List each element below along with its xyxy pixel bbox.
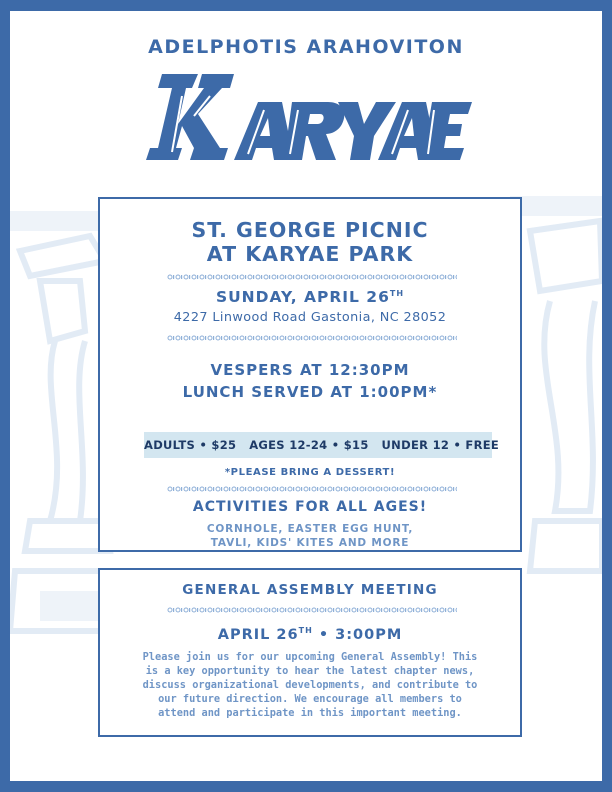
lunch-time: LUNCH SERVED AT 1:00PM* [182, 383, 438, 401]
description-line: Please join us for our upcoming General Assembly! This [142, 651, 478, 663]
dessert-note: *PLEASE BRING A DESSERT! [224, 467, 396, 478]
picnic-info-box [98, 197, 522, 552]
ornament-divider [167, 335, 457, 341]
description-line: discuss organizational developments, and contribute to [142, 679, 478, 691]
description-line: our future direction. We encourage all members to [158, 693, 462, 705]
description-line: attend and participate in this important meeting. [158, 707, 462, 719]
picnic-address: 4227 Linwood Road Gastonia, NC 28052 [173, 310, 447, 325]
vespers-time: VESPERS AT 12:30PM [210, 361, 410, 379]
activities-line2: TAVLI, KIDS' KITES AND MORE [210, 537, 410, 549]
organization-name: ADELPHOTIS ARAHOVITON [148, 36, 464, 58]
ornament-divider [167, 486, 457, 492]
picnic-title-line1: ST. GEORGE PICNIC [191, 218, 429, 242]
picnic-title-line2: AT KARYAE PARK [206, 242, 414, 266]
activities-heading: ACTIVITIES FOR ALL AGES! [192, 499, 428, 515]
ticket-prices: ADULTS • $25 AGES 12-24 • $15 UNDER 12 • FREE [144, 432, 492, 458]
assembly-description [100, 650, 520, 720]
assembly-heading: GENERAL ASSEMBLY MEETING [182, 582, 438, 598]
flyer [10, 11, 602, 781]
picnic-date: SUNDAY, APRIL 26TH [215, 288, 405, 306]
ornament-divider [167, 607, 457, 613]
assembly-info-box [98, 568, 522, 737]
assembly-date: APRIL 26TH • 3:00PM [217, 626, 403, 643]
activities-line1: CORNHOLE, EASTER EGG HUNT, [206, 523, 414, 535]
ornament-divider [167, 274, 457, 280]
description-line: is a key opportunity to hear the latest chapter news, [145, 665, 475, 677]
karyae-logo [142, 66, 472, 166]
